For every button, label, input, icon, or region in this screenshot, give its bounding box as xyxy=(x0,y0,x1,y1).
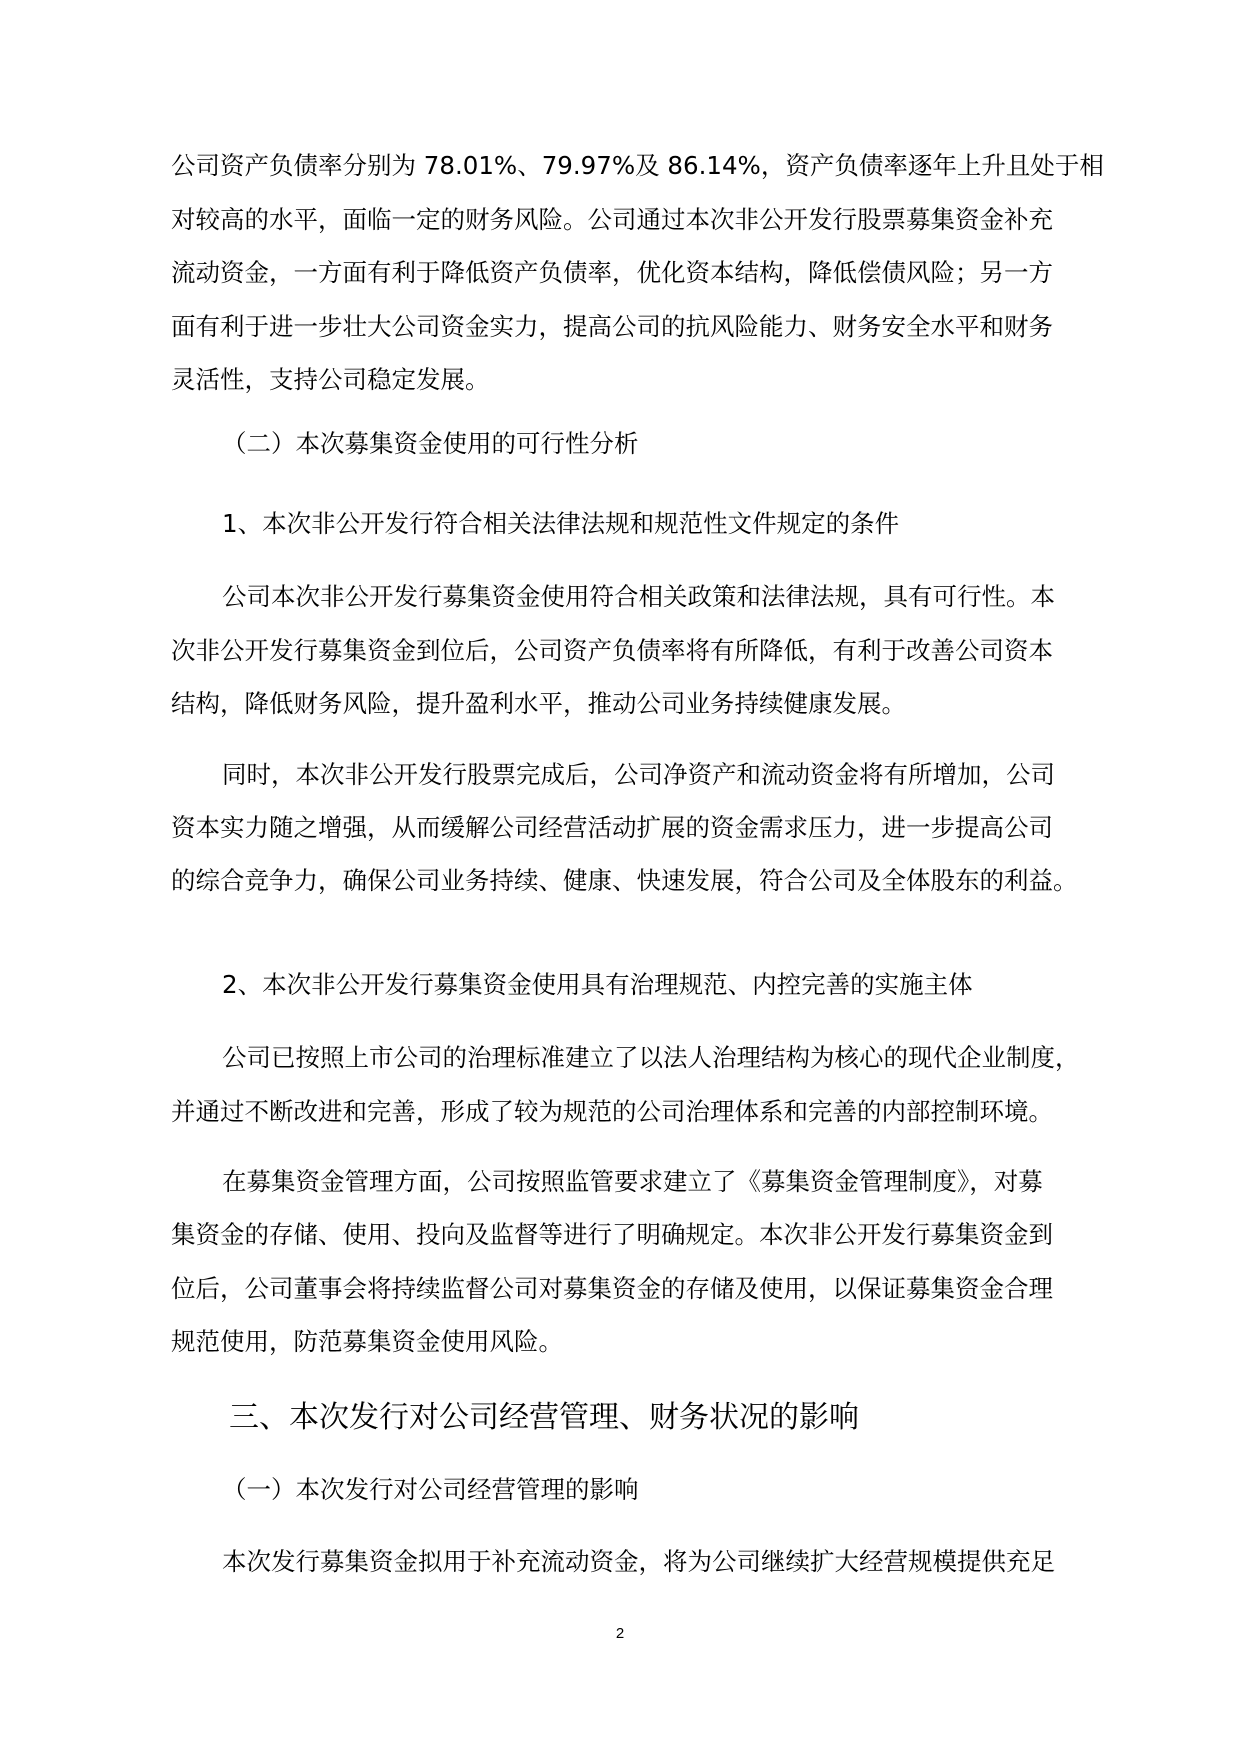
text-line: 集资金的存储、使用、投向及监督等进行了明确规定。本次非公开发行募集资金到 xyxy=(171,1220,1053,1249)
text-line: 本次发行募集资金拟用于补充流动资金，将为公司继续扩大经营规模提供充足 xyxy=(222,1547,1055,1576)
text-line: 的综合竞争力，确保公司业务持续、健康、快速发展，符合公司及全体股东的利益。 xyxy=(171,866,1078,895)
page-number: 2 xyxy=(615,1625,625,1642)
text-line: 公司资产负债率分别为 78.01%、79.97%及 86.14%，资产负债率逐年上升且处于相 xyxy=(171,151,1104,180)
text-line: 在募集资金管理方面，公司按照监管要求建立了《募集资金管理制度》，对募 xyxy=(222,1167,1043,1196)
section-heading-feasibility: （二）本次募集资金使用的可行性分析 xyxy=(222,429,639,458)
text-line: 并通过不断改进和完善，形成了较为规范的公司治理体系和完善的内部控制环境。 xyxy=(171,1097,1053,1126)
text-line: 公司本次非公开发行募集资金使用符合相关政策和法律法规，具有可行性。本 xyxy=(222,582,1055,611)
text-line: 流动资金，一方面有利于降低资产负债率，优化资本结构，降低偿债风险；另一方 xyxy=(171,258,1053,287)
item-heading-1: 1、本次非公开发行符合相关法律法规和规范性文件规定的条件 xyxy=(222,509,900,538)
text-line: 次非公开发行募集资金到位后，公司资产负债率将有所降低，有利于改善公司资本 xyxy=(171,636,1053,665)
chapter-heading-impact: 三、本次发行对公司经营管理、财务状况的影响 xyxy=(229,1400,859,1435)
text-line: 面有利于进一步壮大公司资金实力，提高公司的抗风险能力、财务安全水平和财务 xyxy=(171,312,1053,341)
item-heading-2: 2、本次非公开发行募集资金使用具有治理规范、内控完善的实施主体 xyxy=(222,970,973,999)
text-line: 结构，降低财务风险，提升盈利水平，推动公司业务持续健康发展。 xyxy=(171,689,906,718)
text-line: 位后，公司董事会将持续监督公司对募集资金的存储及使用，以保证募集资金合理 xyxy=(171,1274,1053,1303)
text-line: 规范使用，防范募集资金使用风险。 xyxy=(171,1327,563,1356)
text-line: 公司已按照上市公司的治理标准建立了以法人治理结构为核心的现代企业制度， xyxy=(222,1043,1080,1072)
text-line: 同时，本次非公开发行股票完成后，公司净资产和流动资金将有所增加，公司 xyxy=(222,760,1055,789)
section-heading-operations: （一）本次发行对公司经营管理的影响 xyxy=(222,1475,639,1504)
text-line: 对较高的水平，面临一定的财务风险。公司通过本次非公开发行股票募集资金补充 xyxy=(171,205,1053,234)
text-line: 灵活性，支持公司稳定发展。 xyxy=(171,365,490,394)
text-line: 资本实力随之增强，从而缓解公司经营活动扩展的资金需求压力，进一步提高公司 xyxy=(171,813,1053,842)
